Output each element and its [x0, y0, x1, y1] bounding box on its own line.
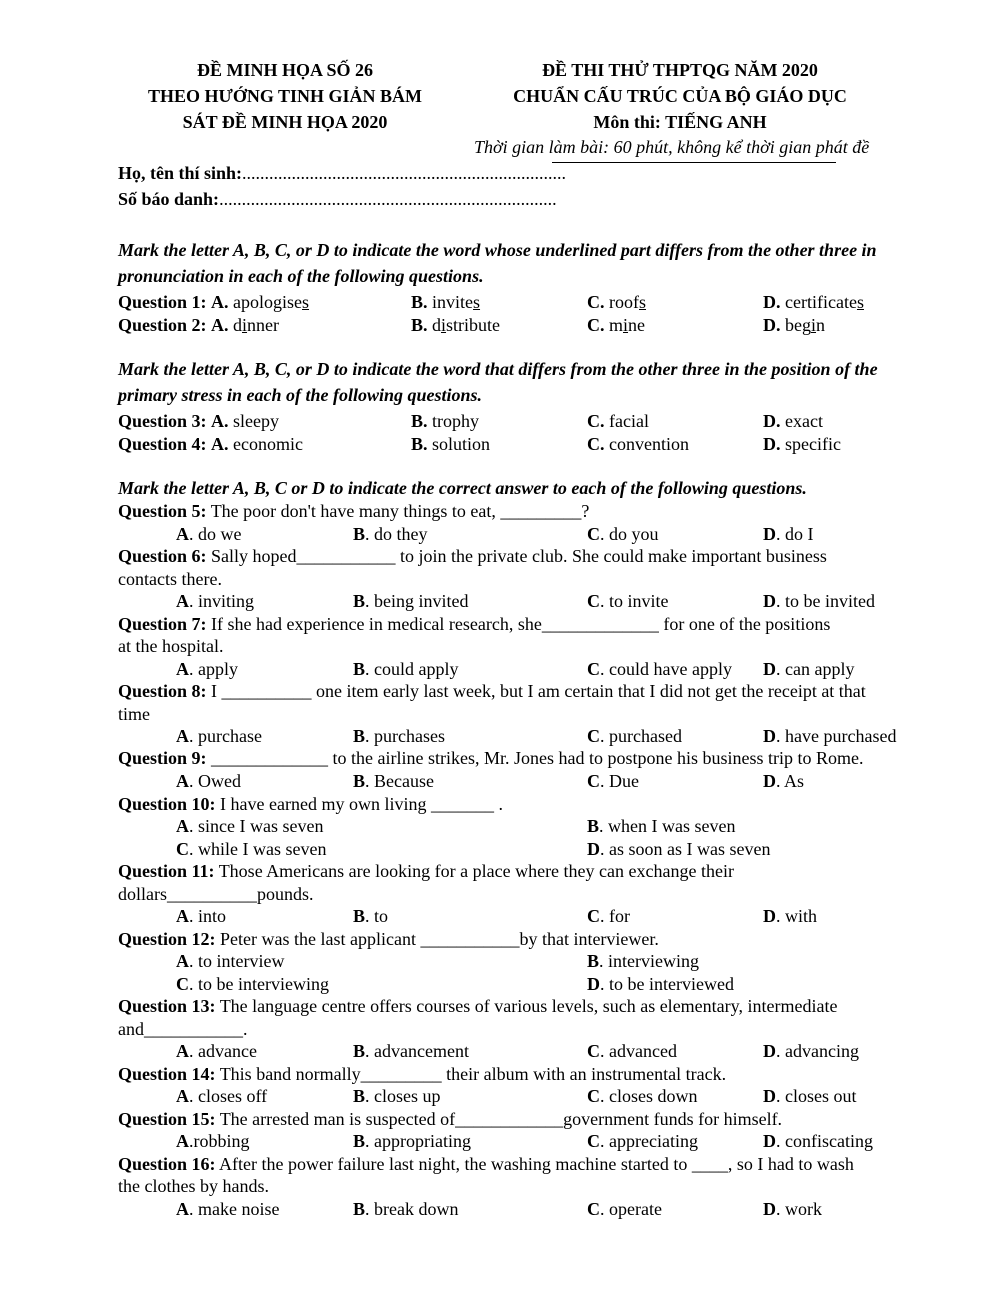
question-6-stem: Question 6: Sally hoped___________ to join the private club. She could make important business — [118, 546, 827, 566]
question-8-stem: Question 8: I __________ one item early last week, but I am certain that I did not get the receipt at that — [118, 681, 866, 701]
question-12-stem: Question 12: Peter was the last applicant ___________by that interviewer. — [118, 929, 659, 949]
question-16-stem: Question 16: After the power failure last night, the washing machine started to ____, so I had to wash — [118, 1154, 854, 1174]
question-2: Question 2: A. dinner — [118, 315, 280, 335]
question-10-option-d: D. as soon as I was seven — [587, 839, 771, 859]
candidate-name-label: Họ, tên thí sinh: — [118, 163, 243, 183]
header-left-line-1: ĐỀ MINH HỌA SỐ 26 — [196, 60, 374, 80]
question-12-option-c: C. to be interviewing — [176, 974, 329, 994]
header-right-line-2: CHUẨN CẤU TRÚC CỦA BỘ GIÁO DỤC — [513, 86, 847, 106]
question-7-option-c: C. could have apply — [587, 659, 732, 679]
header-right-line-3: Môn thi: TIẾNG ANH — [593, 112, 767, 132]
question-4-option-c: C. convention — [587, 434, 689, 454]
instruction-pronunciation-2: pronunciation in each of the following questions. — [118, 266, 484, 286]
question-5-option-d: D. do I — [763, 524, 814, 544]
question-13-stem-2: and___________. — [118, 1019, 248, 1039]
question-1-option-d: D. certificates — [763, 292, 864, 312]
question-7-stem: Question 7: If she had experience in medical research, she_____________ for one of the positions — [118, 614, 831, 634]
question-16-option-a: A. make noise — [176, 1199, 280, 1219]
question-1 — [118, 292, 309, 313]
candidate-id-label: Số báo danh: — [118, 189, 220, 209]
question-11-option-d: D. with — [763, 906, 818, 926]
question-9-option-d: D. As — [763, 771, 805, 791]
question-6-option-c: C. to invite — [587, 591, 669, 611]
question-10-option-a: A. since I was seven — [176, 816, 324, 836]
question-16-option-b: B. break down — [353, 1199, 459, 1219]
instruction-stress-1: Mark the letter A, B, C, or D to indicate the word that differs from the other three in the position of the — [118, 359, 878, 379]
question-14-option-c: C. closes down — [587, 1086, 698, 1106]
question-13-option-a: A. advance — [176, 1041, 257, 1061]
question-label: Question 1: — [118, 292, 207, 312]
question-7-option-b: B. could apply — [353, 659, 459, 679]
question-16-option-c: C. operate — [587, 1199, 662, 1219]
question-6-option-d: D. to be invited — [763, 591, 875, 611]
question-11-option-a: A. into — [176, 906, 227, 926]
question-9-option-a: A. Owed — [176, 771, 241, 791]
instruction-pronunciation-1: Mark the letter A, B, C, or D to indicate the word whose underlined part differs from the other three in — [118, 240, 877, 260]
question-13-option-b: B. advancement — [353, 1041, 469, 1061]
question-3: Question 3: A. sleepy — [118, 411, 279, 431]
question-10-option-c: C. while I was seven — [176, 839, 327, 859]
instruction-stress-2: primary stress in each of the following questions. — [118, 385, 483, 405]
question-6-stem-2: contacts there. — [118, 569, 222, 589]
question-15-option-d: D. confiscating — [763, 1131, 873, 1151]
question-5-stem: Question 5: The poor don't have many things to eat, _________? — [118, 501, 590, 521]
question-1-option-b: B. invites — [411, 292, 481, 312]
question-11-option-b: B. to — [353, 906, 389, 926]
question-12-option-b: B. interviewing — [587, 951, 699, 971]
time-note: Thời gian làm bài: 60 phút, không kể thời gian phát đề — [474, 137, 870, 157]
question-4-option-d: D. specific — [763, 434, 841, 454]
question-2-option-b: B. distribute — [411, 315, 501, 335]
question-7-option-a: A. apply — [176, 659, 238, 679]
question-11-stem-2: dollars__________pounds. — [118, 884, 314, 904]
question-4: Question 4: A. economic — [118, 434, 303, 454]
question-12-option-a: A. to interview — [176, 951, 285, 971]
candidate-id-row — [118, 189, 557, 210]
question-7-option-d: D. can apply — [763, 659, 855, 679]
question-14-option-a: A. closes off — [176, 1086, 268, 1106]
question-8-stem-2: time — [118, 704, 150, 724]
question-5-option-b: B. do they — [353, 524, 428, 544]
question-8-option-d: D. have purchased — [763, 726, 897, 746]
question-14-stem: Question 14: This band normally_________ their album with an instrumental track. — [118, 1064, 727, 1084]
question-8-option-b: B. purchases — [353, 726, 445, 746]
question-9-option-b: B. Because — [353, 771, 434, 791]
question-2-option-d: D. begin — [763, 315, 826, 335]
candidate-name-row — [118, 163, 566, 184]
header-left-line-3: SÁT ĐỀ MINH HỌA 2020 — [182, 112, 388, 132]
question-15-option-a: A.robbing — [176, 1131, 250, 1151]
question-15-stem: Question 15: The arrested man is suspected of____________government funds for himself. — [118, 1109, 783, 1129]
question-9-stem: Question 9: _____________ to the airline strikes, Mr. Jones had to postpone his business trip to Rome. — [118, 748, 864, 768]
question-3-option-b: B. trophy — [411, 411, 480, 431]
question-5-option-a: A. do we — [176, 524, 242, 544]
question-7-stem-2: at the hospital. — [118, 636, 224, 656]
question-15-option-c: C. appreciating — [587, 1131, 698, 1151]
question-16-stem-2: the clothes by hands. — [118, 1176, 269, 1196]
question-6-option-b: B. being invited — [353, 591, 469, 611]
question-6-option-a: A. inviting — [176, 591, 255, 611]
question-3-option-c: C. facial — [587, 411, 649, 431]
question-15-option-b: B. appropriating — [353, 1131, 471, 1151]
header-underline — [552, 162, 836, 163]
question-14-option-b: B. closes up — [353, 1086, 441, 1106]
question-13-option-c: C. advanced — [587, 1041, 677, 1061]
question-11-option-c: C. for — [587, 906, 630, 926]
question-10-option-b: B. when I was seven — [587, 816, 736, 836]
candidate-id-dots: ........................................................................... — [219, 189, 557, 209]
question-8-option-a: A. purchase — [176, 726, 262, 746]
option-a: apologises — [233, 292, 310, 312]
question-12-option-d: D. to be interviewed — [587, 974, 734, 994]
question-16-option-d: D. work — [763, 1199, 822, 1219]
question-2-option-c: C. mine — [587, 315, 646, 335]
question-11-stem: Question 11: Those Americans are looking for a place where they can exchange their — [118, 861, 734, 881]
header-left-line-2: THEO HƯỚNG TINH GIẢN BÁM — [147, 86, 423, 106]
question-5-option-c: C. do you — [587, 524, 659, 544]
question-9-option-c: C. Due — [587, 771, 639, 791]
question-4-option-b: B. solution — [411, 434, 491, 454]
question-13-option-d: D. advancing — [763, 1041, 859, 1061]
question-10-stem: Question 10: I have earned my own living _______ . — [118, 794, 503, 814]
question-3-option-d: D. exact — [763, 411, 823, 431]
candidate-name-dots: ........................................................................ — [242, 163, 567, 183]
header-right-line-1: ĐỀ THI THỬ THPTQG NĂM 2020 — [542, 60, 818, 80]
instruction-correct-answer: Mark the letter A, B, C or D to indicate the correct answer to each of the following questions. — [118, 478, 807, 498]
question-1-option-c: C. roofs — [587, 292, 647, 312]
question-13-stem: Question 13: The language centre offers courses of various levels, such as elementary, intermediate — [118, 996, 838, 1016]
question-8-option-c: C. purchased — [587, 726, 682, 746]
option-letter: A. — [211, 292, 229, 312]
question-14-option-d: D. closes out — [763, 1086, 857, 1106]
